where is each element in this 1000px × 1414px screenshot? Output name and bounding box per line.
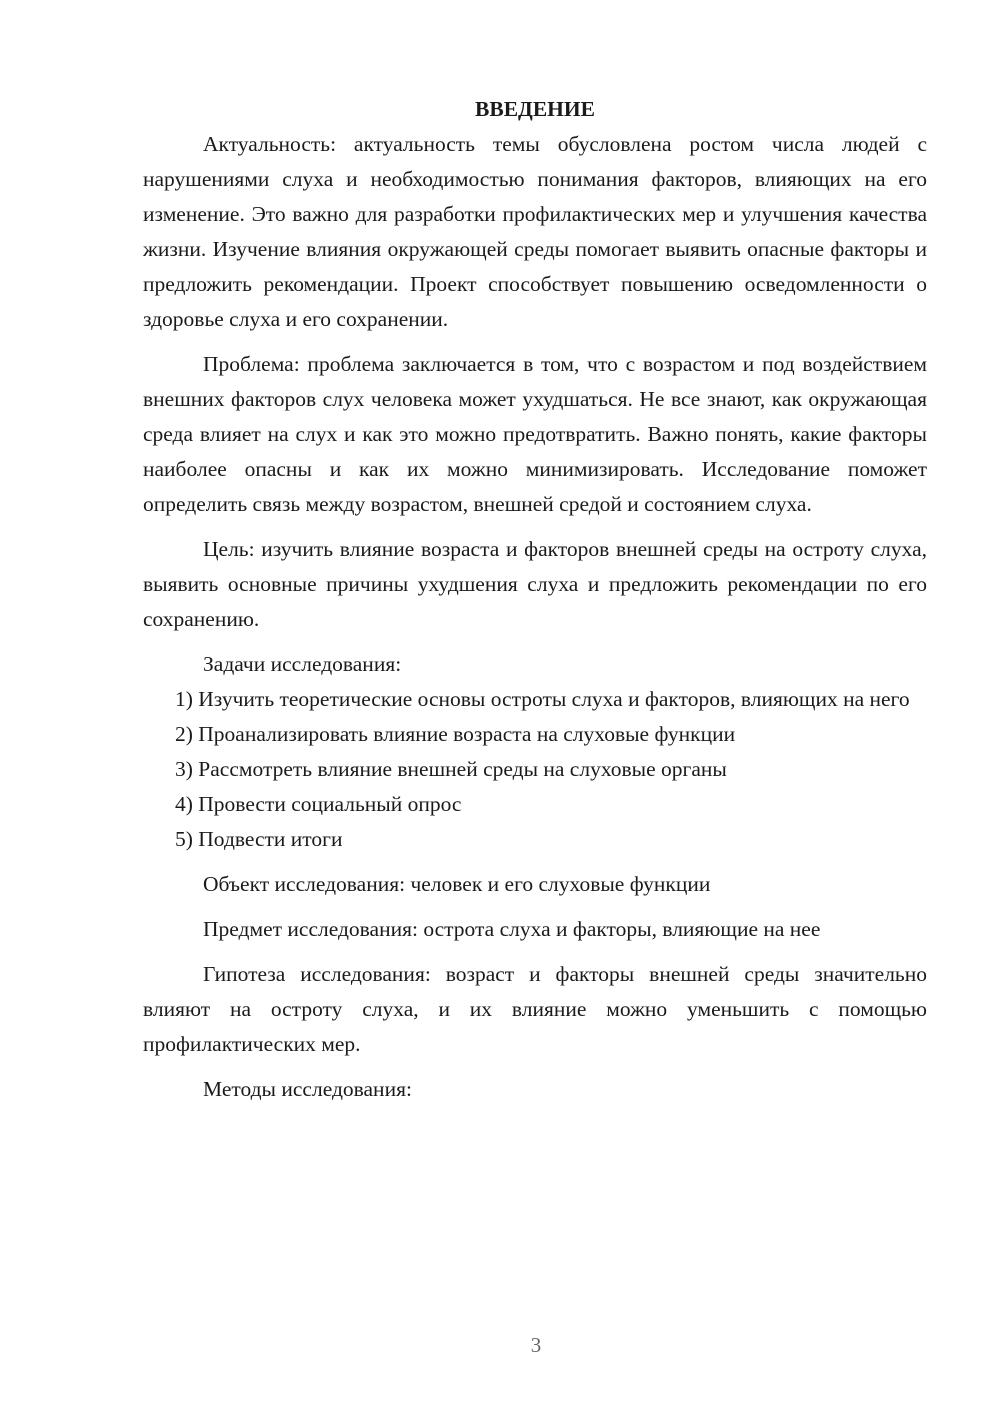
page-title: ВВЕДЕНИЕ xyxy=(475,97,595,121)
problem-paragraph: Проблема: проблема заключается в том, что с возрастом и под воздействием внешних факторов слух человека может ухудшаться. Не все знают, как окружающая среда влияет на слух и как это можно предотвратить. Важно понять, какие факторы наиболее опасны и как их можно минимизировать. Исследование поможет определить связь между возрастом, внешней средой и состоянием слуха. xyxy=(143,352,927,516)
subject-paragraph: Предмет исследования: острота слуха и факторы, влияющие на нее xyxy=(203,917,821,941)
page-content xyxy=(143,92,927,1107)
task-item-3: 3) Рассмотреть влияние внешней среды на слуховые органы xyxy=(175,757,727,781)
task-item-1: 1) Изучить теоретические основы остроты слуха и факторов, влияющих на него xyxy=(175,687,910,711)
methods-heading: Методы исследования: xyxy=(203,1077,412,1101)
object-paragraph: Объект исследования: человек и его слуховые функции xyxy=(203,872,711,896)
relevance-paragraph: Актуальность: актуальность темы обусловлена ростом числа людей с нарушениями слуха и необходимостью понимания факторов, влияющих на его изменение. Это важно для разработки профилактических мер и улучшения качества жизни. Изучение влияния окружающей среды помогает выявить опасные факторы и предложить рекомендации. Проект способствует повышению осведомленности о здоровье слуха и его сохранении. xyxy=(143,132,927,331)
task-item-5: 5) Подвести итоги xyxy=(175,827,343,851)
goal-paragraph: Цель: изучить влияние возраста и факторов внешней среды на остроту слуха, выявить основные причины ухудшения слуха и предложить рекомендации по его сохранению. xyxy=(143,537,927,631)
page-number: 3 xyxy=(530,1333,542,1357)
tasks-heading: Задачи исследования: xyxy=(203,652,402,676)
task-item-4: 4) Провести социальный опрос xyxy=(175,792,462,816)
hypothesis-paragraph: Гипотеза исследования: возраст и факторы внешней среды значительно влияют на остроту слуха, и их влияние можно уменьшить с помощью профилактических мер. xyxy=(143,962,927,1056)
task-item-2: 2) Проанализировать влияние возраста на слуховые функции xyxy=(175,722,736,746)
